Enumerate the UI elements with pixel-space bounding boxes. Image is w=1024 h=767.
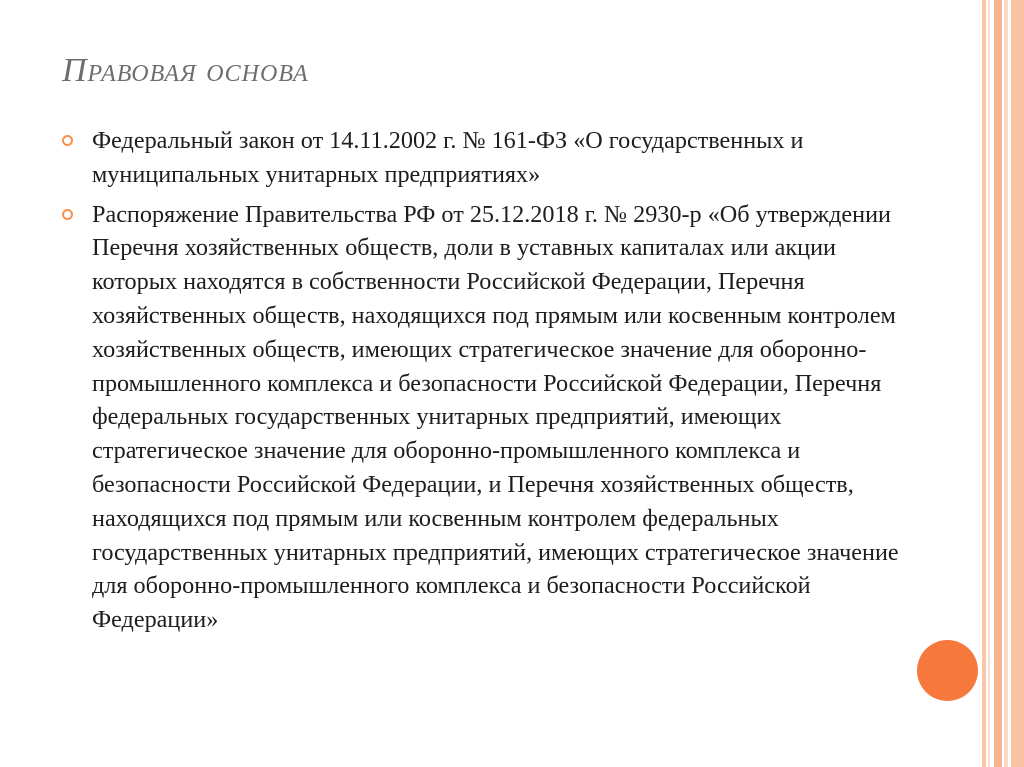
- list-item: [62, 124, 902, 192]
- bullet-list: [62, 124, 902, 643]
- decor-stripe-4: [1004, 0, 1008, 767]
- slide-title: Правовая основа: [62, 52, 309, 89]
- decor-stripe-1: [982, 0, 986, 767]
- decor-stripe-5: [1011, 0, 1024, 767]
- decor-stripe-3: [994, 0, 1002, 767]
- decor-circle: [917, 640, 978, 701]
- ring-bullet-icon: [62, 209, 73, 220]
- list-item: [62, 198, 902, 637]
- list-item-text: Распоряжение Правительства РФ от 25.12.2018 г. № 2930-р «Об утверждении Перечня хозяйственных обществ, доли в уставных капиталах или акции которых находятся в собственности Российской Федерации, Перечня хозяйственных обществ, находящихся под прямым или косвенным контролем хозяйственных обществ, имеющих стратегическое значение для оборонно-промышленного комплекса и безопасности Российской Федерации, Перечня федеральных государственных унитарных предприятий, имеющих стратегическое значение для оборонно-промышленного комплекса и безопасности Российской Федерации, и Перечня хозяйственных обществ, находящихся под прямым или косвенным контролем федеральных государственных унитарных предприятий, имеющих стратегическое значение для оборонно-промышленного комплекса и безопасности Российской Федерации»: [92, 200, 899, 634]
- ring-bullet-icon: [62, 135, 73, 146]
- list-item-text: Федеральный закон от 14.11.2002 г. № 161-ФЗ «О государственных и муниципальных унитарных предприятиях»: [92, 127, 804, 188]
- decor-stripe-2: [988, 0, 990, 767]
